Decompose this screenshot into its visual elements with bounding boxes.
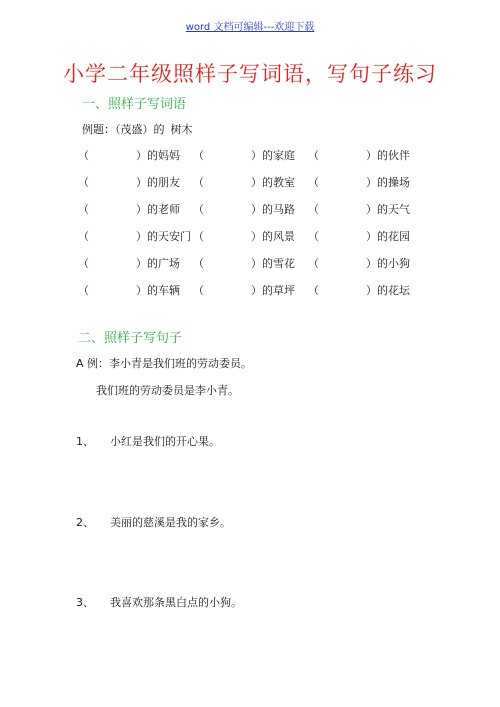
blank-close-paren: ）的 <box>366 230 388 243</box>
word-blank-item <box>193 255 308 271</box>
word-blank-item <box>308 228 423 244</box>
example-word: 树木 <box>170 123 193 136</box>
blank-close-paren: ）的 <box>366 176 388 189</box>
target-word: 花园 <box>388 230 410 243</box>
word-row <box>78 147 423 174</box>
blank-close-paren: ）的 <box>136 176 158 189</box>
target-word: 操场 <box>388 176 410 189</box>
blank-close-paren: ）的 <box>251 257 273 270</box>
question-text: 小红是我们的开心果。 <box>110 435 220 448</box>
blank-open-paren: （ <box>78 230 89 243</box>
blank-close-paren: ）的 <box>136 203 158 216</box>
blank-close-paren: ）的 <box>251 149 273 162</box>
blank-open-paren: （ <box>193 230 204 243</box>
target-word: 雪花 <box>273 257 295 270</box>
blank-close-paren: ）的 <box>251 284 273 297</box>
word-blank-item <box>78 147 193 163</box>
target-word: 伙伴 <box>388 149 410 162</box>
blank-close-paren: ）的 <box>366 257 388 270</box>
target-word: 妈妈 <box>158 149 180 162</box>
word-blank-item <box>308 147 423 163</box>
sentence-example-original: A 例：李小青是我们班的劳动委员。 <box>76 357 253 370</box>
word-row <box>78 282 423 309</box>
word-blank-item <box>193 147 308 163</box>
sentence-question <box>76 594 242 610</box>
word-blank-item <box>193 174 308 190</box>
blank-close-paren: ）的 <box>251 176 273 189</box>
target-word: 天气 <box>388 203 410 216</box>
word-example <box>82 121 193 137</box>
target-word: 马路 <box>273 203 295 216</box>
page-title: 小学二年级照样子写词语，写句子练习 <box>63 62 437 86</box>
target-word: 教室 <box>273 176 295 189</box>
target-word: 风景 <box>273 230 295 243</box>
word-row <box>78 201 423 228</box>
blank-close-paren: ）的 <box>136 230 158 243</box>
blank-close-paren: ）的 <box>251 203 273 216</box>
question-number: 1、 <box>76 435 94 448</box>
blank-close-paren: ）的 <box>251 230 273 243</box>
word-blank-item <box>308 201 423 217</box>
word-row <box>78 174 423 201</box>
target-word: 小狗 <box>388 257 410 270</box>
question-number: 3、 <box>76 596 94 609</box>
example-fill: （茂盛）的 <box>115 123 165 136</box>
blank-open-paren: （ <box>308 149 319 162</box>
header-download-link[interactable]: word 文档可编辑---欢迎下载 <box>185 22 315 33</box>
blank-close-paren: ）的 <box>366 284 388 297</box>
word-blank-item <box>78 255 193 271</box>
question-text: 我喜欢那条黑白点的小狗。 <box>110 596 242 609</box>
word-row <box>78 228 423 255</box>
sentence-example-rewritten: 我们班的劳动委员是李小青。 <box>96 384 239 397</box>
blank-open-paren: （ <box>308 203 319 216</box>
blank-close-paren: ）的 <box>366 149 388 162</box>
word-blank-item <box>193 282 308 298</box>
blank-open-paren: （ <box>193 257 204 270</box>
sentence-question <box>76 433 220 449</box>
section-heading-sentences: 二、照样子写句子 <box>78 331 183 346</box>
blank-open-paren: （ <box>308 176 319 189</box>
target-word: 草坪 <box>273 284 295 297</box>
blank-open-paren: （ <box>78 203 89 216</box>
blank-open-paren: （ <box>78 257 89 270</box>
blank-open-paren: （ <box>78 284 89 297</box>
sentence-question <box>76 514 231 530</box>
target-word: 家庭 <box>273 149 295 162</box>
question-number: 2、 <box>76 516 94 529</box>
blank-open-paren: （ <box>308 230 319 243</box>
target-word: 花坛 <box>388 284 410 297</box>
question-text: 美丽的慈溪是我的家乡。 <box>110 516 231 529</box>
word-blank-item <box>308 174 423 190</box>
target-word: 朋友 <box>158 176 180 189</box>
target-word: 广场 <box>158 257 180 270</box>
section-heading-words: 一、照样子写词语 <box>82 97 187 112</box>
blank-open-paren: （ <box>78 176 89 189</box>
word-blank-item <box>78 201 193 217</box>
word-blank-item <box>78 174 193 190</box>
word-row <box>78 255 423 282</box>
blank-open-paren: （ <box>78 149 89 162</box>
word-exercise-grid <box>78 147 423 309</box>
target-word: 天安门 <box>158 230 191 243</box>
blank-close-paren: ）的 <box>136 149 158 162</box>
blank-close-paren: ）的 <box>136 257 158 270</box>
example-label: 例题： <box>82 123 115 136</box>
word-blank-item <box>193 201 308 217</box>
word-blank-item <box>193 228 308 244</box>
blank-open-paren: （ <box>193 203 204 216</box>
word-blank-item <box>308 255 423 271</box>
blank-open-paren: （ <box>193 284 204 297</box>
word-blank-item <box>78 228 193 244</box>
blank-open-paren: （ <box>193 176 204 189</box>
blank-close-paren: ）的 <box>366 203 388 216</box>
word-blank-item <box>308 282 423 298</box>
blank-open-paren: （ <box>308 257 319 270</box>
blank-open-paren: （ <box>193 149 204 162</box>
target-word: 老师 <box>158 203 180 216</box>
word-blank-item <box>78 282 193 298</box>
blank-open-paren: （ <box>308 284 319 297</box>
blank-close-paren: ）的 <box>136 284 158 297</box>
target-word: 车辆 <box>158 284 180 297</box>
